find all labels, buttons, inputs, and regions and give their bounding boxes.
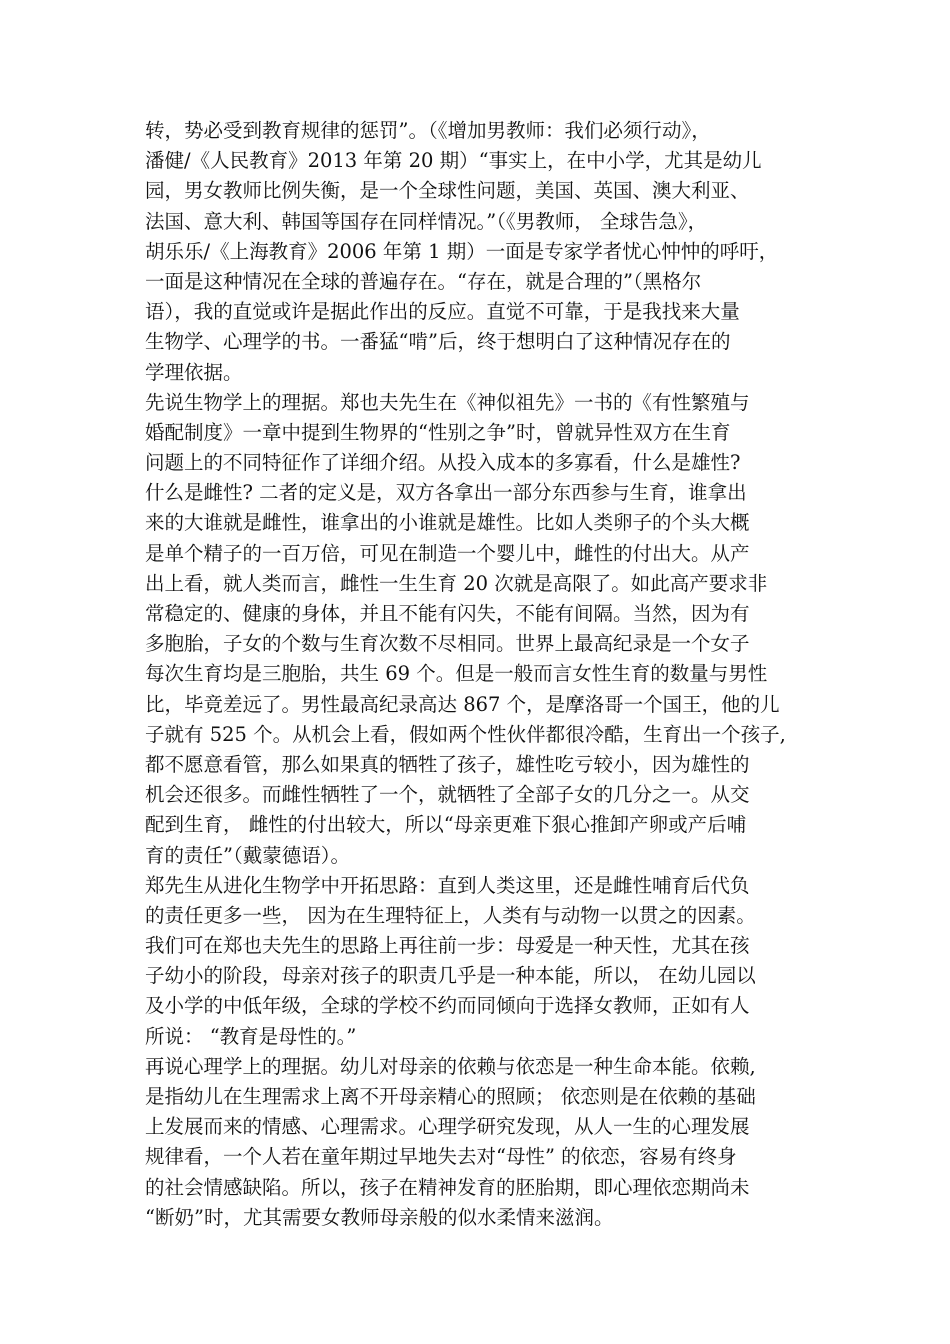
text-line: 子就有 525 个。从机会上看，假如两个性伙伴都很冷酷，生育出一个孩子,: [145, 722, 786, 746]
text-line: 婚配制度》一章中提到生物界的“性别之争”时，曾就异性双方在生育: [145, 420, 731, 444]
text-line: 上发展而来的情感、心理需求。心理学研究发现，从人一生的心理发展: [145, 1115, 750, 1139]
text-line: 比，毕竟差远了。男性最高纪录高达 867 个，是摩洛哥一个国王，他的儿: [145, 692, 780, 716]
text-line: 园，男女教师比例失衡，是一个全球性问题，美国、英国、澳大利亚、: [145, 179, 750, 203]
text-line: 的责任更多一些， 因为在生理特征上，人类有与动物一以贯之的因素。: [145, 903, 756, 927]
text-line: 学理依据。: [145, 360, 243, 384]
text-line: 来的大谁就是雌性，谁拿出的小谁就是雄性。比如人类卵子的个头大概: [145, 511, 750, 535]
text-line: 常稳定的、健康的身体，并且不能有闪失，不能有间隔。当然，因为有: [145, 602, 750, 625]
text-line: “断奶”时，尤其需要女教师母亲般的似水柔情来滋润。: [145, 1205, 614, 1229]
text-line: 是指幼儿在生理需求上离不开母亲精心的照顾； 依恋则是在依赖的基础: [145, 1085, 756, 1108]
text-line: 配到生育， 雌性的付出较大，所以“母亲更难下狠心推卸产卵或产后哺: [145, 813, 747, 837]
text-line: 及小学的中低年级，全球的学校不约而同倾向于选择女教师，正如有人: [145, 994, 750, 1018]
text-line: 我们可在郑也夫先生的思路上再往前一步：母爱是一种天性，尤其在孩: [145, 934, 750, 958]
text-line: 出上看，就人类而言，雌性一生生育 20 次就是高限了。如此高产要求非: [145, 571, 768, 595]
text-line: 语），我的直觉或许是据此作出的反应。直觉不可靠，于是我找来大量: [145, 300, 740, 324]
text-line: 规律看，一个人若在童年期过早地失去对“母性” 的依恋，容易有终身: [145, 1145, 737, 1169]
text-line: 转，势必受到教育规律的惩罚”。（《增加男教师：我们必须行动》，: [145, 119, 711, 142]
text-line: 子幼小的阶段，母亲对孩子的职责几乎是一种本能，所以， 在幼儿园以: [145, 964, 756, 988]
body-text: [145, 116, 810, 1233]
paragraph-start-line: 先说生物学上的理据。郑也夫先生在《神似祖先》一书的《有性繁殖与: [145, 390, 750, 414]
text-line: 胡乐乐/《上海教育》2006 年第 1 期）一面是专家学者忧心忡忡的呼吁，: [145, 239, 779, 263]
text-line: 的社会情感缺陷。所以，孩子在精神发育的胚胎期，即心理依恋期尚未: [145, 1175, 750, 1199]
text-line: 都不愿意看管，那么如果真的牺牲了孩子，雄性吃亏较小，因为雄性的: [145, 752, 750, 776]
text-line: 每次生育均是三胞胎，共生 69 个。但是一般而言女性生育的数量与男性: [145, 662, 768, 686]
paragraph-start-line: 郑先生从进化生物学中开拓思路：直到人类这里，还是雌性哺育后代负: [145, 873, 750, 897]
text-line: 多胞胎，子女的个数与生育次数不尽相同。世界上最高纪录是一个女子: [145, 632, 750, 656]
text-line: 所说： “教育是母性的。”: [145, 1024, 357, 1048]
text-line: 机会还很多。而雌性牺牲了一个，就牺牲了全部子女的几分之一。从交: [145, 783, 750, 807]
text-line: 法国、意大利、韩国等国存在同样情况。”（《男教师， 全球告急》，: [145, 209, 708, 233]
text-line: 一面是这种情况在全球的普遍存在。“存在，就是合理的”（黑格尔: [145, 269, 702, 293]
text-line: 什么是雌性? 二者的定义是，双方各拿出一部分东西参与生育，谁拿出: [145, 481, 747, 505]
paragraph-start-line: 再说心理学上的理据。幼儿对母亲的依赖与依恋是一种生命本能。依赖,: [145, 1054, 756, 1078]
text-line: 育的责任”（戴蒙德语）。: [145, 843, 350, 867]
text-line: 是单个精子的一百万倍，可见在制造一个婴儿中，雌性的付出大。从产: [145, 541, 750, 565]
text-line: 潘健/《人民教育》2013 年第 20 期）“事实上，在中小学，尤其是幼儿: [145, 149, 762, 173]
text-line: 生物学、心理学的书。一番猛“啃”后，终于想明白了这种情况存在的: [145, 330, 731, 354]
text-line: 问题上的不同特征作了详细介绍。从投入成本的多寡看，什么是雄性?: [145, 451, 741, 475]
